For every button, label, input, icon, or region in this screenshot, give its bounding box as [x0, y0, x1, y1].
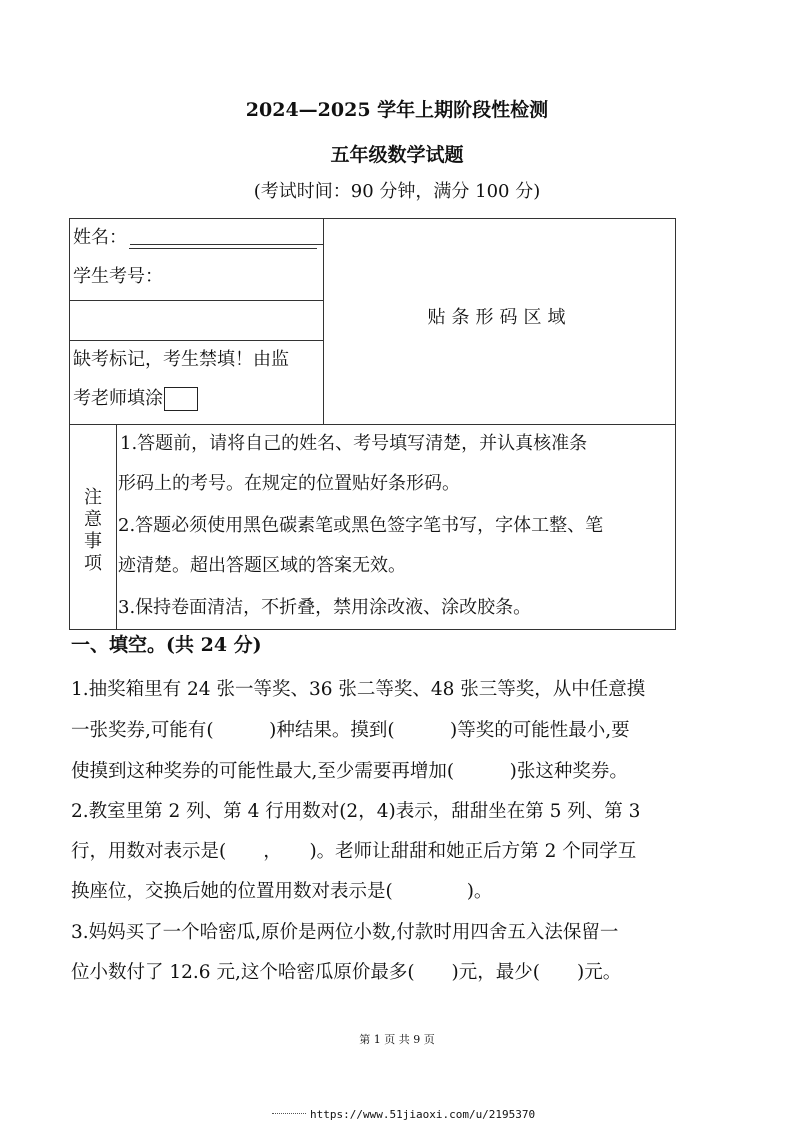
question-line: 位小数付了 12.6 元,这个哈密瓜原价最多( )元，最少( )元。: [71, 962, 622, 983]
student-info-table: [69, 218, 324, 425]
absence-note-text: 考老师填涂: [73, 388, 163, 409]
notice-side-char: 项: [84, 553, 102, 574]
question-line: 使摸到这种奖券的可能性最大,至少需要再增加( )张这种奖券。: [71, 761, 628, 782]
name-field: [73, 223, 317, 249]
page-number: 第 1 页 共 9 页: [359, 1033, 435, 1046]
row-divider-2: [70, 340, 323, 341]
exam-info: (考试时间：90 分钟，满分 100 分): [253, 181, 541, 202]
notice-line: 2.答题必须使用黑色碳素笔或黑色签字笔书写，字体工整、笔: [118, 515, 604, 536]
exam-subtitle: 五年级数学试题: [330, 144, 464, 166]
name-underline: [129, 230, 317, 249]
notice-side-char: 意: [84, 509, 102, 530]
absence-note-line1: 缺考标记，考生禁填！由监: [73, 349, 289, 370]
source-url: [272, 1108, 535, 1121]
notice-side-char: 注: [84, 487, 102, 508]
notice-side: [70, 425, 117, 629]
notice-line: 迹清楚。超出答题区域的答案无效。: [118, 555, 406, 576]
absence-note-line2: [73, 384, 198, 411]
exam-title: 2024—2025 学年上期阶段性检测: [245, 99, 549, 121]
student-id-label: 学生考号：: [73, 266, 163, 287]
question-line: 1.抽奖箱里有 24 张一等奖、36 张二等奖、48 张三等奖，从中任意摸: [71, 679, 646, 700]
row-divider-1: [70, 300, 323, 301]
notice-side-char: 事: [84, 531, 102, 552]
question-line: 换座位，交换后她的位置用数对表示是( )。: [71, 881, 493, 902]
absence-mark-box[interactable]: [164, 387, 198, 411]
question-line: 一张奖券,可能有( )种结果。摸到( )等奖的可能性最小,要: [71, 720, 630, 741]
notice-table: [69, 424, 676, 630]
question-line: 行，用数对表示是( ， )。老师让甜甜和她正后方第 2 个同学互: [71, 841, 637, 862]
source-url-text: https://www.51jiaoxi.com/u/2195370: [310, 1108, 536, 1121]
question-line: 2.教室里第 2 列、第 4 行用数对(2，4)表示，甜甜坐在第 5 列、第 3: [71, 801, 641, 822]
notice-line: 3.保持卷面清洁，不折叠，禁用涂改液、涂改胶条。: [118, 597, 532, 618]
name-label: 姓名：: [73, 227, 127, 248]
section-heading: 一、填空。(共 24 分): [71, 634, 262, 656]
notice-body: [116, 425, 675, 629]
notice-line: 1.答题前，请将自己的姓名、考号填写清楚，并认真核准条: [120, 433, 588, 454]
notice-side-label: [82, 487, 104, 575]
name-divider: [130, 244, 323, 245]
barcode-label: 贴条形码区域: [427, 307, 572, 328]
barcode-area: [323, 218, 676, 425]
notice-line: 形码上的考号。在规定的位置贴好条形码。: [118, 473, 460, 494]
question-line: 3.妈妈买了一个哈密瓜,原价是两位小数,付款时用四舍五入法保留一: [71, 922, 619, 943]
watermark-mark: [272, 1113, 306, 1118]
